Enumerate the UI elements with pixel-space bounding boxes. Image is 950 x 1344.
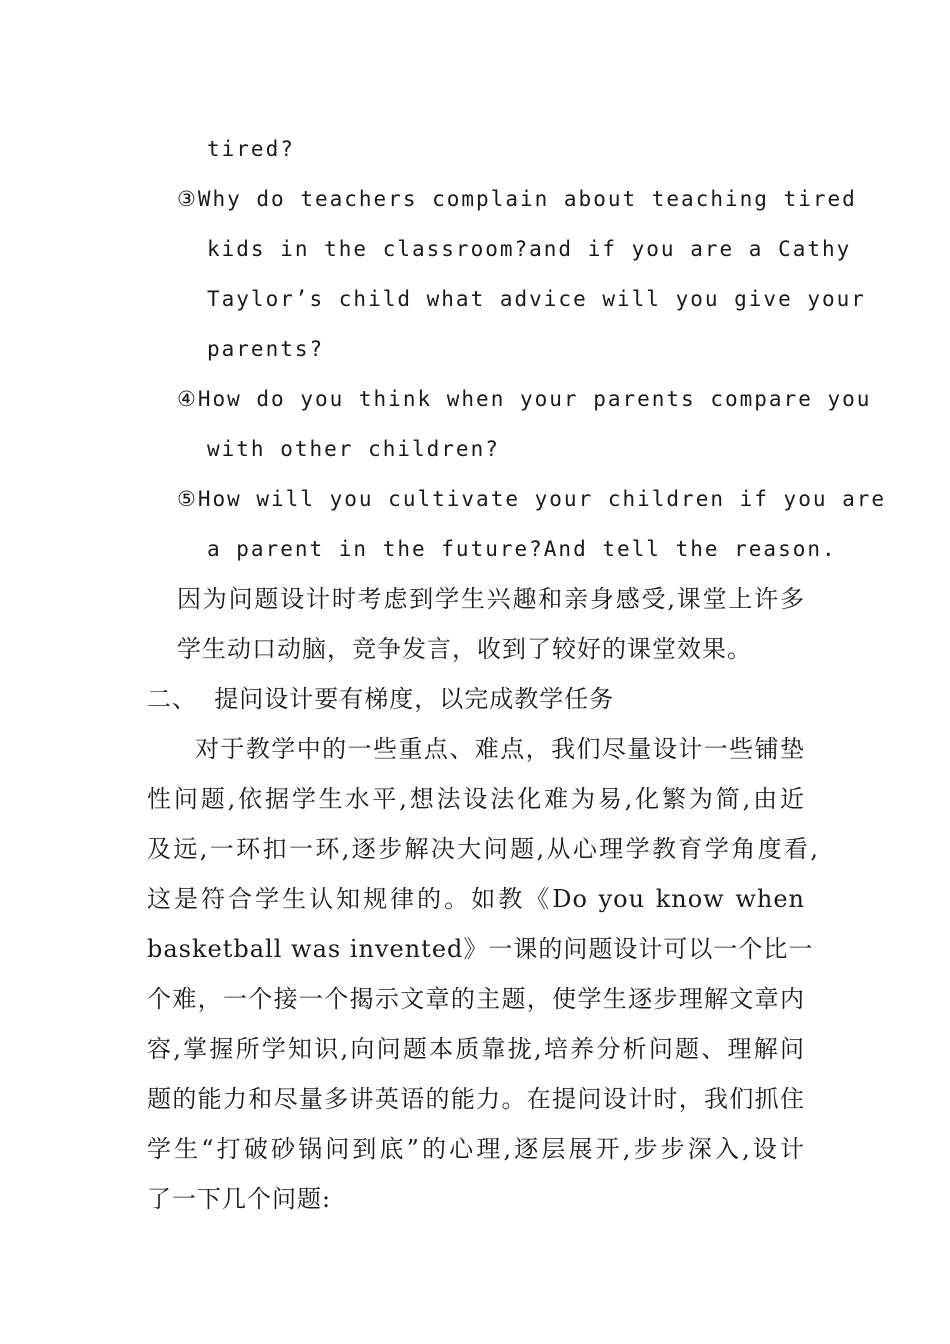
- section-heading: 二、 提问设计要有梯度，以完成教学任务: [147, 685, 615, 713]
- paragraph-line: 性问题,依据学生水平,想法设法化难为易,化繁为简,由近: [147, 785, 805, 813]
- paragraph-line: 了一下几个问题:: [147, 1185, 332, 1213]
- question-5-line-2: a parent in the future?And tell the reason.: [207, 537, 837, 561]
- paragraph-line: 个难，一个接一个揭示文章的主题，使学生逐步理解文章内: [147, 985, 805, 1013]
- paragraph-line: 因为问题设计时考虑到学生兴趣和亲身感受,课堂上许多: [177, 585, 805, 613]
- paragraph-line: 学生“打破砂锅问到底”的心理,逐层展开,步步深入,设计: [147, 1135, 805, 1163]
- paragraph-line: 容,掌握所学知识,向问题本质靠拢,培养分析问题、理解问: [147, 1035, 805, 1063]
- question-3-line-1: ③Why do teachers complain about teaching tired: [177, 187, 857, 211]
- question-5-line-1: ⑤How will you cultivate your children if you are: [177, 487, 887, 511]
- paragraph-line: 对于教学中的一些重点、难点，我们尽量设计一些铺垫: [195, 735, 805, 763]
- paragraph-line: 这是符合学生认知规律的。如教《Do you know when: [147, 885, 805, 913]
- question-3-line-4: parents?: [207, 337, 325, 361]
- question-4-line-2: with other children?: [207, 437, 500, 461]
- paragraph-line: 学生动口动脑，竞争发言，收到了较好的课堂效果。: [177, 635, 752, 663]
- paragraph-line: 题的能力和尽量多讲英语的能力。在提问设计时，我们抓住: [147, 1085, 805, 1113]
- question-4-line-1: ④How do you think when your parents compare you: [177, 387, 872, 411]
- paragraph-line: basketball was invented》一课的问题设计可以一个比一: [147, 935, 814, 963]
- question-3-line-3: Taylor’s child what advice will you give your: [207, 287, 866, 311]
- text-line: tired?: [207, 137, 295, 161]
- paragraph-line: 及远,一环扣一环,逐步解决大问题,从心理学教育学角度看,: [147, 835, 819, 863]
- question-3-line-2: kids in the classroom?and if you are a Cathy: [207, 237, 852, 261]
